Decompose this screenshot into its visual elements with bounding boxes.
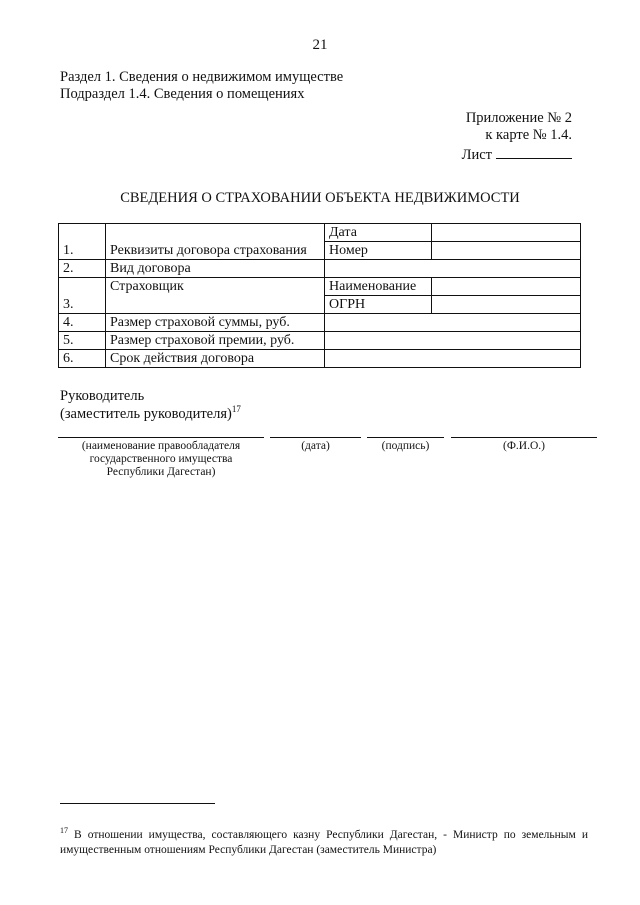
row-number: 1. [59,224,106,260]
sub-label: Наименование [325,278,432,296]
holder-signature-line [58,437,264,438]
value-cell [325,314,581,332]
table-row [59,350,581,368]
value-cell [432,242,581,260]
footnote-text: В отношении имущества, составляющего казну Республики Дагестан, - Министр по земельным и имущественным отношениям Республики Дагестан (заместитель Министра) [60,828,588,856]
value-cell [432,278,581,296]
sub-label: Номер [325,242,432,260]
holder-caption: (наименование правообладателя государственного имущества Республики Дагестан) [81,440,241,478]
table-row [59,260,581,278]
card-reference: к карте № 1.4. [485,127,572,143]
page-number: 21 [312,37,328,53]
sheet-label: Лист [461,147,492,163]
footnote-separator [60,803,215,804]
appendix-label: Приложение № 2 [465,110,572,126]
section-heading: Раздел 1. Сведения о недвижимом имуществе [60,69,344,85]
sign-caption: (подпись) [381,440,430,452]
sheet-field [440,144,572,164]
row-label: Размер страховой суммы, руб. [106,314,325,332]
date-caption: (дата) [301,440,330,452]
signatory-title: Руководитель [60,388,145,404]
value-cell [325,350,581,368]
footnote-ref: 17 [231,404,241,414]
signatory-deputy-text: (заместитель руководителя) [60,405,232,422]
document-title: СВЕДЕНИЯ О СТРАХОВАНИИ ОБЪЕКТА НЕДВИЖИМОСТИ [120,190,520,206]
row-label: Страховщик [106,278,325,314]
value-cell [432,224,581,242]
footnote-mark: 17 [60,826,68,835]
row-label: Вид договора [106,260,325,278]
name-caption: (Ф.И.О.) [503,440,545,452]
row-label: Размер страховой премии, руб. [106,332,325,350]
subsection-heading: Подраздел 1.4. Сведения о помещениях [60,86,305,102]
table-row [59,314,581,332]
date-signature-line [270,437,361,438]
name-signature-line [451,437,597,438]
row-number: 2. [59,260,106,278]
sub-label: ОГРН [325,296,432,314]
value-cell [325,260,581,278]
table-row [59,332,581,350]
insurance-info-table [58,223,581,368]
value-cell [432,296,581,314]
sheet-blank-line [496,144,572,159]
signatory-deputy [60,404,241,423]
table-row [59,278,581,296]
sub-label: Дата [325,224,432,242]
row-number: 6. [59,350,106,368]
sign-signature-line [367,437,444,438]
value-cell [325,332,581,350]
table-row [59,224,581,242]
row-label: Срок действия договора [106,350,325,368]
row-number: 4. [59,314,106,332]
row-label: Реквизиты договора страхования [106,224,325,260]
row-number: 5. [59,332,106,350]
footnote [60,823,588,858]
row-number: 3. [59,278,106,314]
